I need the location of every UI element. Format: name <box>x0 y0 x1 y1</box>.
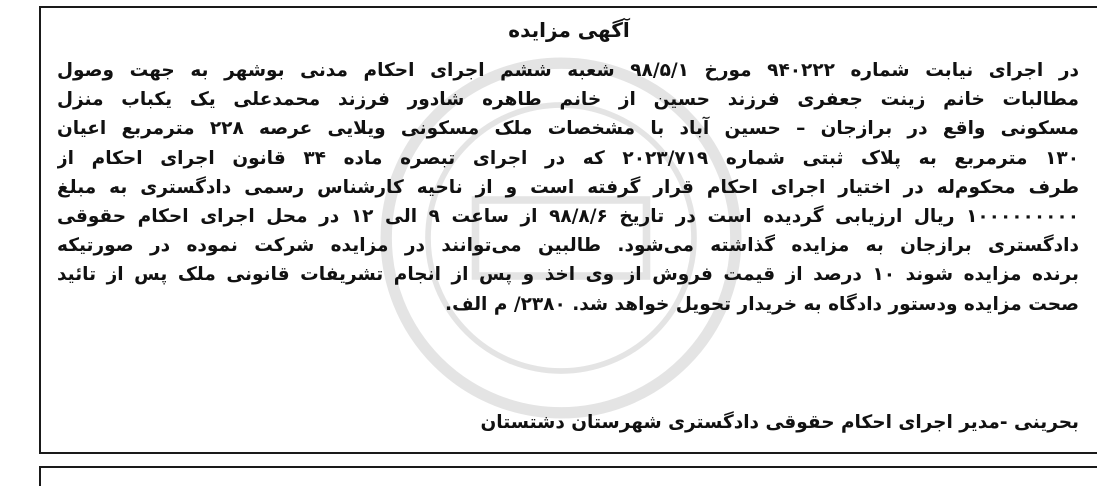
notice-line: طرف محکوم‌له در اختیار اجرای احکام قرار گرفته است و از ناحیه کارشناس رسمی دادگستری به مبلغ <box>57 176 1079 198</box>
notice-frame <box>39 6 1097 454</box>
notice-line: در اجرای نیابت شماره ۹۴۰۲۲۲ مورخ ۹۸/۵/۱ شعبه ششم اجرای احکام مدنی بوشهر به جهت وصول <box>57 60 1079 81</box>
notice-body <box>57 56 1079 319</box>
notice-signature: بحرینی -مدیر اجرای احکام حقوقی دادگستری شهرستان دشتستان <box>480 412 1079 433</box>
notice-line: ۱۳۰ مترمربع به پلاک ثبتی شماره ۲۰۲۳/۷۱۹ که در اجرای تبصره ماده ۳۴ قانون اجرای احکام از <box>57 147 1079 169</box>
notice-line: مسکونی واقع در برازجان – حسین آباد با مشخصات ملک مسکونی ویلایی عرصه ۲۲۸ مترمربع اعیان <box>57 118 1079 140</box>
notice-line: مطالبات خانم زینت جعفری فرزند حسین از خانم طاهره شادور فرزند محمدعلی یک یکباب منزل <box>57 89 1079 111</box>
notice-line: ۱۰۰۰۰۰۰۰۰۰ ریال ارزیابی گردیده است در تاریخ ۹۸/۸/۶ از ساعت ۹ الی ۱۲ در محل اجرای احکام حقوقی <box>57 205 1079 227</box>
notice-line: دادگستری برازجان به مزایده گذاشته می‌شود. طالبین می‌توانند در مزایده شرکت نموده در صورتیکه <box>57 235 1079 257</box>
notice-line: صحت مزایده ودستور دادگاه به خریدار تحویل خواهد شد. ۲۳۸۰/ م الف. <box>445 293 1079 315</box>
next-notice-frame <box>39 466 1097 486</box>
notice-line: برنده مزایده شوند ۱۰ درصد از قیمت فروش از وی اخذ و پس از انجام تشریفات قانونی ملک پس از تائید <box>57 264 1079 286</box>
notice-title: آگهی مزایده <box>508 18 630 42</box>
